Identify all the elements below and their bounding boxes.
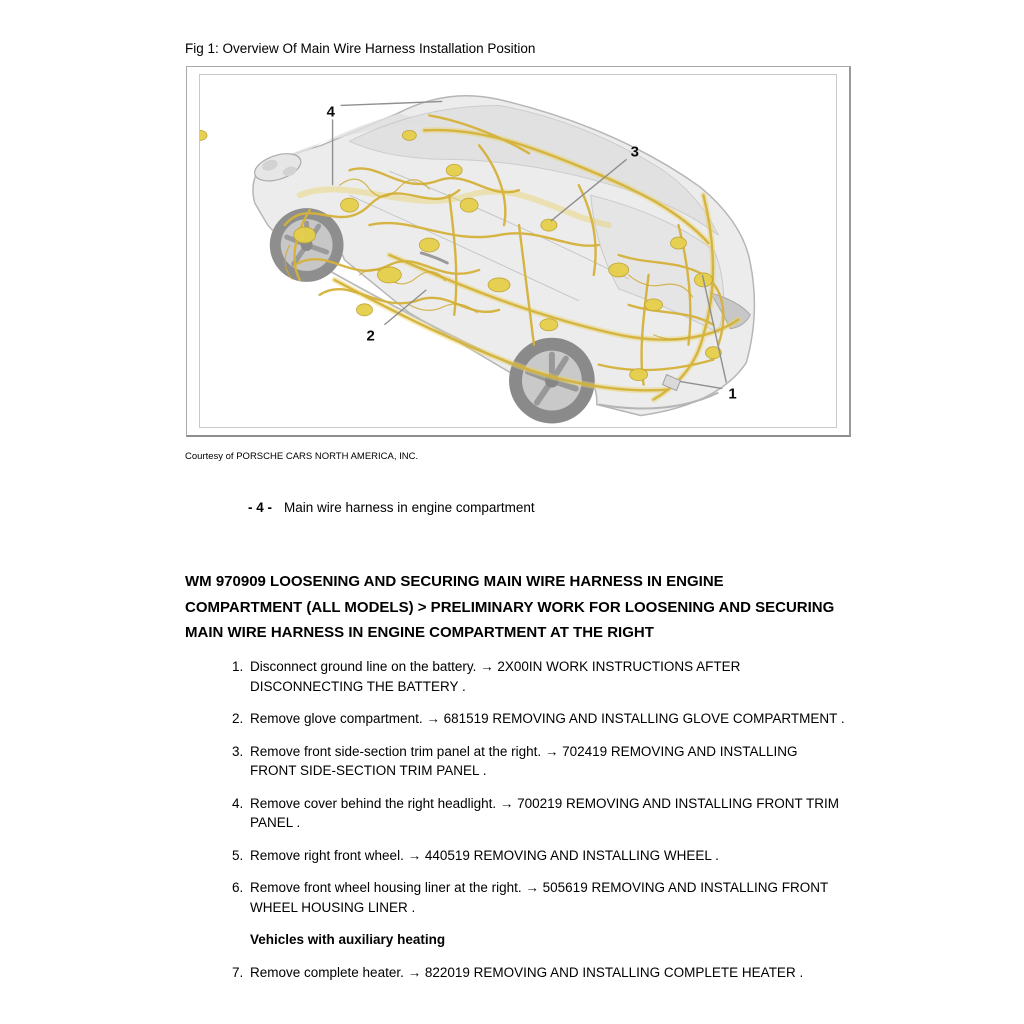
step-text: Remove glove compartment. → 681519 REMOVING AND INSTALLING GLOVE COMPARTMENT .: [250, 711, 845, 726]
procedure-steps: [185, 657, 850, 995]
step-text: Remove cover behind the right headlight. → 700219 REMOVING AND INSTALLING FRONT TRIM PANEL .: [250, 795, 839, 830]
step-text: Remove front side-section trim panel at the right. → 702419 REMOVING AND INSTALLING FRONT SIDE-SECTION TRIM PANEL .: [250, 743, 798, 778]
step-number: 6.: [232, 880, 244, 895]
figure-frame: [186, 66, 851, 437]
step-item-2: [185, 709, 850, 729]
step-text: Remove front wheel housing liner at the right. → 505619 REMOVING AND INSTALLING FRONT WHEEL HOUSING LINER .: [250, 880, 828, 915]
step-item-1: [185, 657, 850, 696]
step-number: 7.: [232, 964, 244, 980]
section-heading: WM 970909 LOOSENING AND SECURING MAIN WIRE HARNESS IN ENGINE COMPARTMENT (ALL MODELS) > PRELIMINARY WORK FOR LOOSENING AND SECURING MAIN WIRE HARNESS IN ENGINE COMPARTMENT AT THE RIGHT: [185, 573, 835, 641]
subsection-heading: Vehicles with auxiliary heating: [250, 932, 446, 947]
step-item-3: [185, 742, 850, 781]
step-number: 4.: [232, 795, 244, 811]
step-number: 1.: [232, 659, 244, 674]
callout-2-label: 2: [366, 327, 375, 345]
wire-harness-illustration: [200, 75, 836, 427]
step-number: 2.: [232, 711, 244, 726]
figure-caption: Fig 1: Overview Of Main Wire Harness Installation Position: [185, 41, 536, 56]
figure-legend: [248, 499, 535, 517]
step-number: 3.: [232, 743, 244, 759]
callout-4-label: 4: [326, 103, 335, 121]
step-number: 5.: [232, 847, 244, 863]
step-item-6: [185, 878, 850, 917]
step-text: Remove complete heater. → 822019 REMOVING AND INSTALLING COMPLETE HEATER .: [250, 964, 804, 980]
legend-item-text: Main wire harness in engine compartment: [284, 500, 535, 515]
step-item-7: [185, 963, 850, 983]
figure-inner-frame: [199, 74, 837, 428]
step-item-5: [185, 846, 850, 866]
step-text: Disconnect ground line on the battery. → 2X00IN WORK INSTRUCTIONS AFTER DISCONNECTING THE BATTERY .: [250, 659, 741, 694]
front-wheel: [270, 208, 344, 282]
callout-3-label: 3: [630, 143, 639, 161]
step-item-4: [185, 794, 850, 833]
courtesy-note: Courtesy of PORSCHE CARS NORTH AMERICA, INC.: [185, 451, 419, 462]
step-text: Remove right front wheel. → 440519 REMOVING AND INSTALLING WHEEL .: [250, 847, 719, 863]
rear-wheel: [509, 338, 595, 424]
callout-1-label: 1: [728, 385, 737, 403]
legend-item-number: - 4 -: [248, 500, 273, 515]
